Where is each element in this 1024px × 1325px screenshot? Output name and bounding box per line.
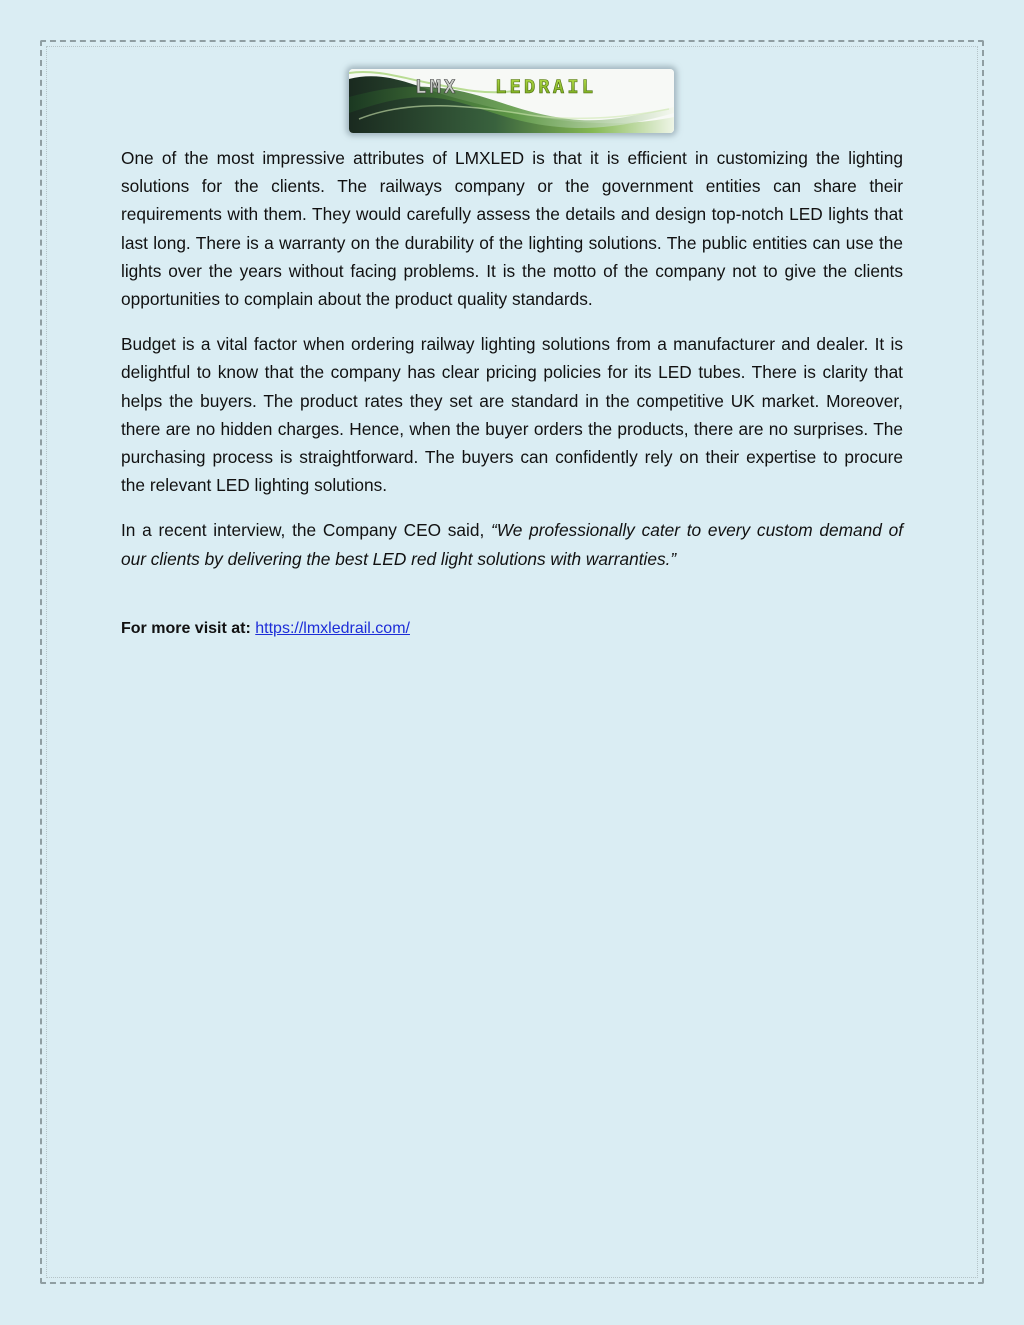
more-info-label: For more visit at: xyxy=(121,619,251,637)
ceo-quote: “We professionally cater to every custom demand of our clients by delivering the best LED red light solutions with warranties.” xyxy=(121,520,903,569)
logo-text-ledrail: LEDRAIL xyxy=(495,76,597,98)
website-link[interactable]: https://lmxledrail.com/ xyxy=(255,619,410,637)
paragraph-2: Budget is a vital factor when ordering railway lighting solutions from a manufacturer and dealer. It is delightful to know that the company has clear pricing policies for its LED tubes. There is clarity that helps the buyers. The product rates they set are standard in the competitive UK market. Moreover, there are no hidden charges. Hence, when the buyer orders the products, there are no surprises. The purchasing process is straightforward. The buyers can confidently rely on their expertise to procure the relevant LED lighting solutions. xyxy=(121,334,903,496)
interview-intro: In a recent interview, the Company CEO said, xyxy=(121,520,492,541)
article-body xyxy=(121,144,903,660)
paragraph-1: One of the most impressive attributes of LMXLED is that it is efficient in customizing the lighting solutions for the clients. The railways company or the government entities can share their requirements with them. They would carefully assess the details and design top-notch LED lights that last long. There is a warranty on the durability of the lighting solutions. The public entities can use the lights over the years without facing problems. It is the motto of the company not to give the clients opportunities to complain about the product quality standards. xyxy=(121,148,903,310)
logo-text-lmx: LMX xyxy=(415,76,459,98)
interview-paragraph xyxy=(121,516,903,572)
company-logo xyxy=(349,69,674,133)
more-info-line xyxy=(121,615,903,643)
